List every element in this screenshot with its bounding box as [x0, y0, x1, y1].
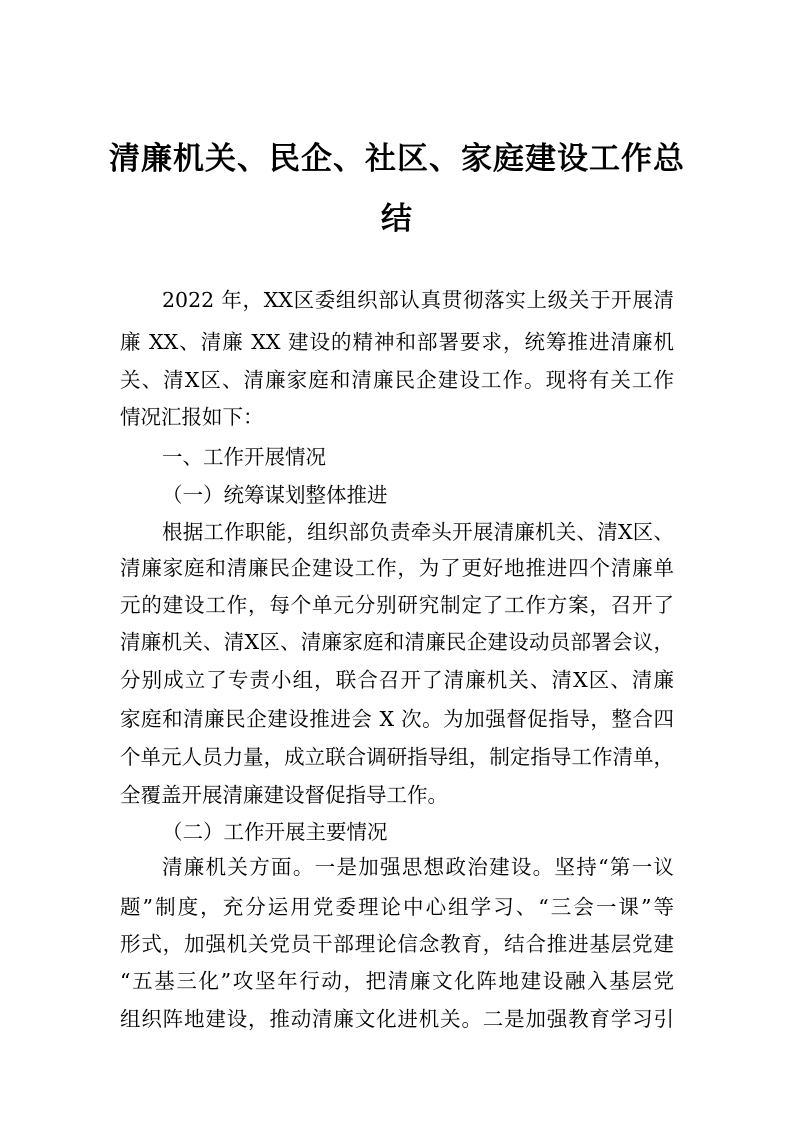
body-line: 元的建设工作，每个单元分别研究制定了工作方案，召开了	[120, 593, 674, 617]
body-line: 根据工作职能，组织部负责牵头开展清廉机关、清X区、	[162, 520, 674, 544]
body-line: 清廉机关方面。一是加强思想政治建设。坚持“第一议	[162, 855, 674, 879]
body-line: 关、清X区、清廉家庭和清廉民企建设工作。现将有关工作	[120, 368, 674, 392]
subsection-heading: （一）统筹谋划整体推进	[162, 483, 388, 507]
document-title-line-2: 结	[381, 201, 413, 237]
body-line: 题”制度，充分运用党委理论中心组学习、“三会一课”等	[120, 895, 674, 919]
body-line: 分别成立了专责小组，联合召开了清廉机关、清X区、清廉	[120, 668, 674, 692]
body-line: 家庭和清廉民企建设推进会 X 次。为加强督促指导，整合四	[120, 707, 674, 731]
body-line: 清廉机关、清X区、清廉家庭和清廉民企建设动员部署会议，	[120, 630, 674, 654]
body-line: 清廉家庭和清廉民企建设工作，为了更好地推进四个清廉单	[120, 556, 674, 580]
body-line: 个单元人员力量，成立联合调研指导组，制定指导工作清单，	[120, 745, 674, 769]
document-title-line-1: 清廉机关、民企、社区、家庭建设工作总	[109, 141, 685, 177]
body-line: 全覆盖开展清廉建设督促指导工作。	[120, 783, 448, 807]
body-line: 情况汇报如下：	[120, 405, 264, 429]
subsection-heading: （二）工作开展主要情况	[162, 820, 388, 844]
body-line: 形式，加强机关党员干部理论信念教育，结合推进基层党建	[120, 932, 674, 956]
body-line: 组织阵地建设，推动清廉文化进机关。二是加强教育学习引	[120, 1007, 674, 1031]
body-line: 廉 XX、清廉 XX 建设的精神和部署要求，统筹推进清廉机	[120, 330, 674, 354]
body-line: “五基三化”攻坚年行动，把清廉文化阵地建设融入基层党	[120, 969, 674, 993]
section-heading: 一、工作开展情况	[162, 445, 326, 469]
body-line: 2022 年，XX区委组织部认真贯彻落实上级关于开展清	[162, 288, 674, 312]
